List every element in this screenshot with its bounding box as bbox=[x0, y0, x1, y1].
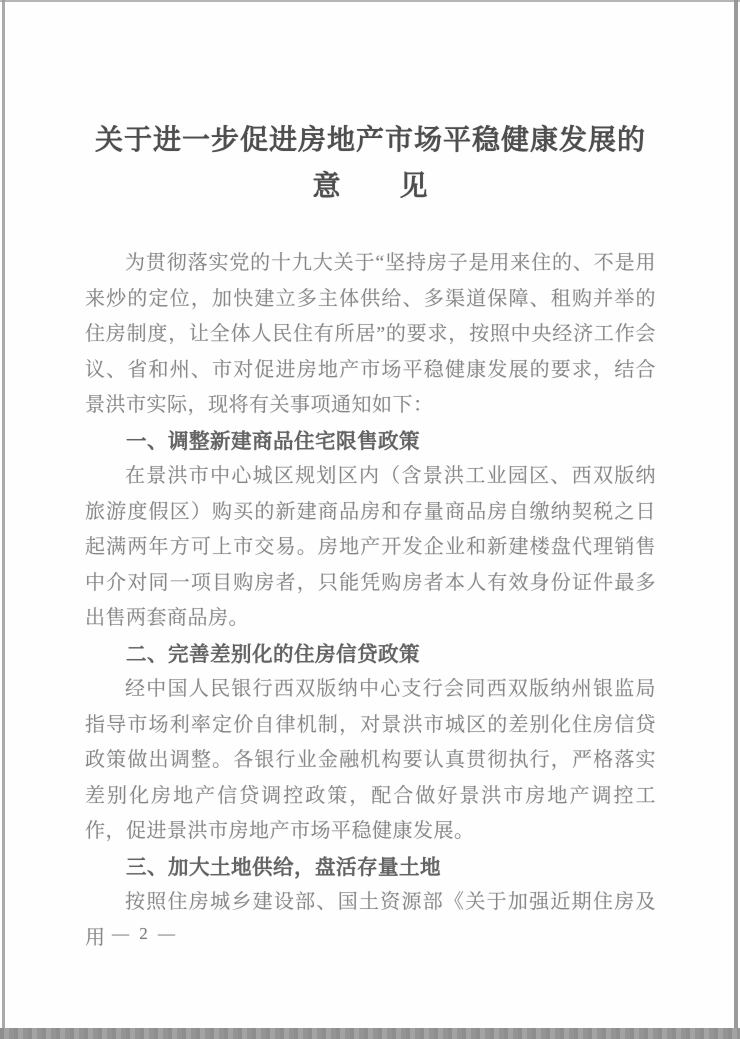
heading-section-1: 一、调整新建商品住宅限售政策 bbox=[126, 429, 420, 453]
document-body bbox=[85, 246, 656, 956]
paragraph-section-3: 按照住房城乡建设部、国土资源部《关于加强近期住房及用 bbox=[85, 891, 656, 949]
paragraph-section-1: 在景洪市中心城区规划区内（含景洪工业园区、西双版纳旅游度假区）购买的新建商品房和存量商品房自缴纳契税之日起满两年方可上市交易。房地产开发企业和新建楼盘代理销售中介对同一项目购房者，只能凭购房者本人有效身份证件最多出售两套商品房。 bbox=[85, 465, 656, 629]
title-line-2: 意 见 bbox=[312, 171, 429, 202]
page-number: — 2 — bbox=[112, 924, 178, 943]
heading-section-2: 二、完善差别化的住房信贷政策 bbox=[126, 642, 420, 666]
title-line-1: 关于进一步促进房地产市场平稳健康发展的 bbox=[94, 125, 646, 156]
scan-edge-top bbox=[0, 0, 740, 2]
heading-section-3: 三、加大土地供给，盘活存量土地 bbox=[126, 855, 441, 879]
document-content bbox=[85, 118, 656, 956]
scan-edge-bottom bbox=[0, 1028, 740, 1039]
document-title bbox=[85, 118, 656, 210]
scan-edge-right bbox=[734, 0, 738, 1039]
paragraph-intro: 为贯彻落实党的十九大关于“坚持房子是用来住的、不是用来炒的定位，加快建立多主体供给、多渠道保障、租购并举的住房制度，让全体人民住有所居”的要求，按照中央经济工作会议、省和州、市对促进房地产市场平稳健康发展的要求，结合景洪市实际，现将有关事项通知如下： bbox=[85, 252, 656, 416]
scan-edge-left bbox=[2, 0, 5, 1039]
paragraph-section-2: 经中国人民银行西双版纳中心支行会同西双版纳州银监局指导市场利率定价自律机制，对景洪市城区的差别化住房信贷政策做出调整。各银行业金融机构要认真贯彻执行，严格落实差别化房地产信贷调控政策，配合做好景洪市房地产调控工作，促进景洪市房地产市场平稳健康发展。 bbox=[85, 678, 656, 842]
